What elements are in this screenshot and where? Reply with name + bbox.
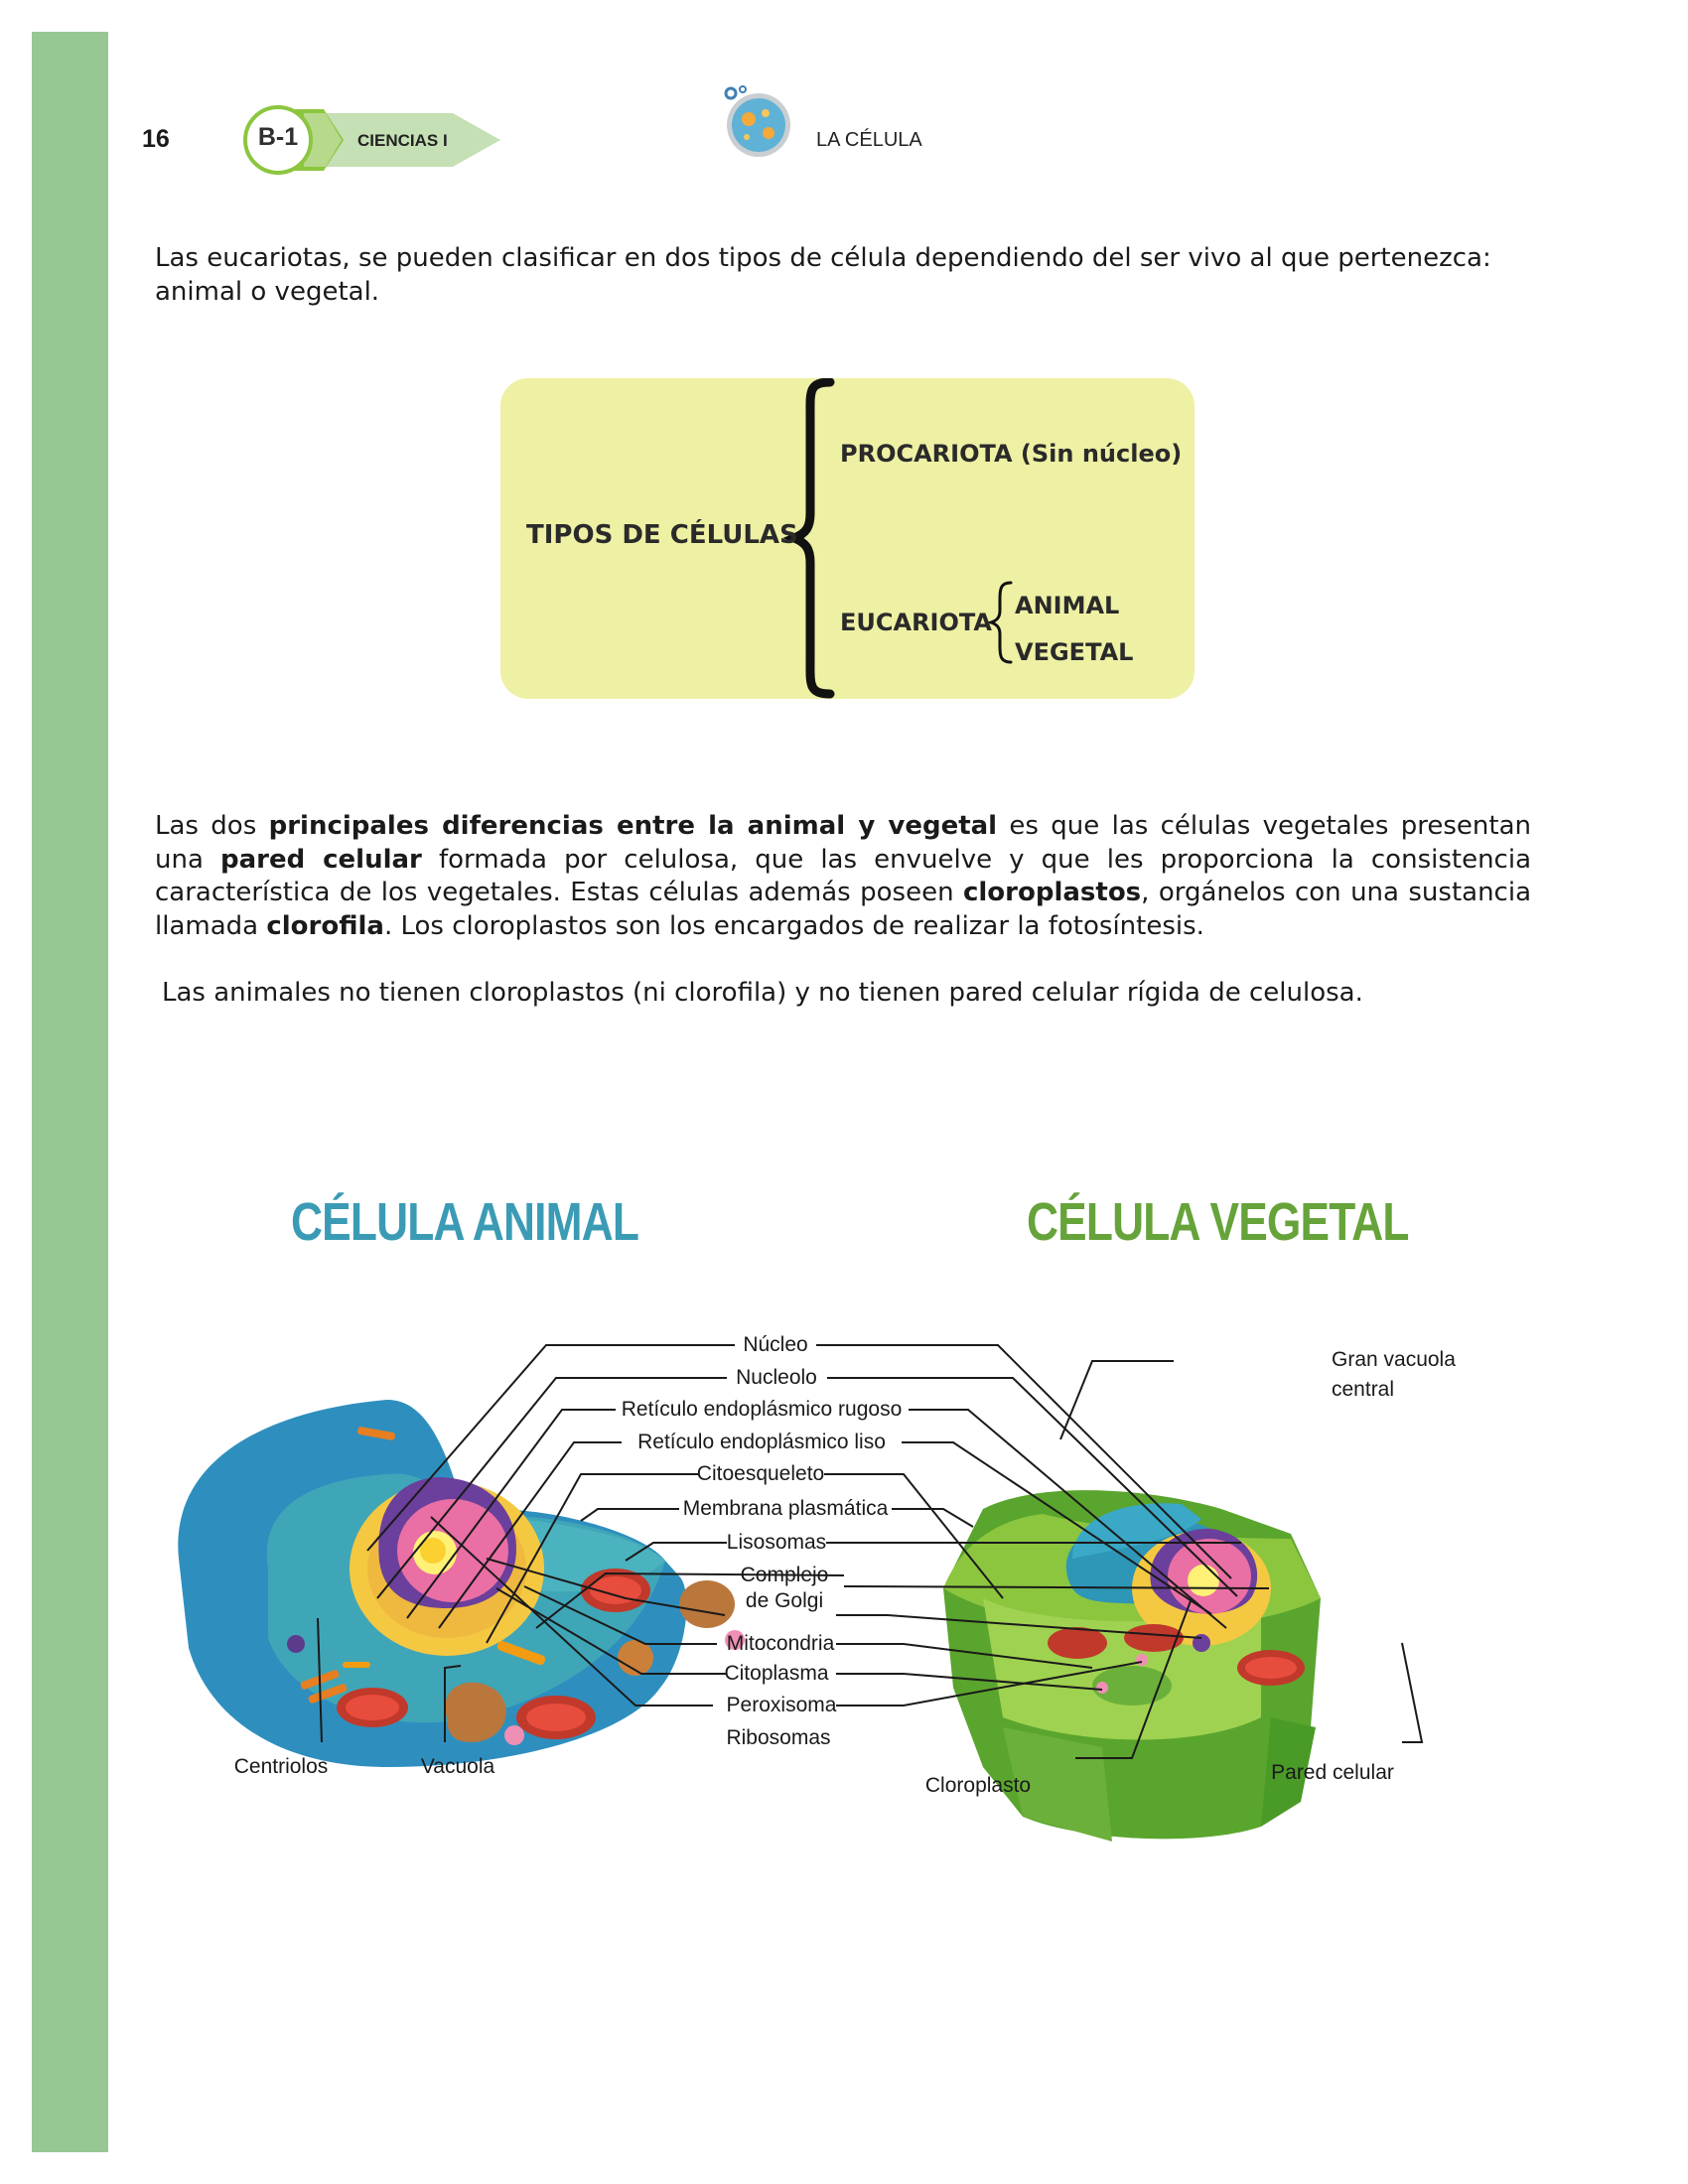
section-badge bbox=[232, 105, 508, 175]
label-peroxisoma: Peroxisoma bbox=[726, 1694, 837, 1716]
label-golgi-line1: Complejo bbox=[740, 1564, 829, 1586]
label-citoesqueleto: Citoesqueleto bbox=[696, 1462, 825, 1485]
label-reticulo-liso: Retículo endoplásmico liso bbox=[637, 1431, 886, 1453]
label-cloroplasto: Cloroplasto bbox=[924, 1774, 1032, 1797]
label-gran-vacuola-line1: Gran vacuola bbox=[1332, 1348, 1456, 1371]
badge-code: B-1 bbox=[257, 123, 299, 151]
label-nucleolo: Nucleolo bbox=[736, 1366, 817, 1389]
label-centriolos: Centriolos bbox=[233, 1755, 329, 1778]
label-pared-celular: Pared celular bbox=[1271, 1761, 1394, 1784]
animal-note: Las animales no tienen cloroplastos (ni clorofila) y no tienen pared celular rígida de celulosa. bbox=[162, 978, 1363, 1008]
procariota-label: PROCARIOTA (Sin núcleo) bbox=[840, 440, 1183, 468]
label-gran-vacuola-line2: central bbox=[1332, 1378, 1395, 1401]
label-mitocondria: Mitocondria bbox=[726, 1632, 835, 1655]
label-ribosomas: Ribosomas bbox=[726, 1726, 831, 1749]
cell-comparison-diagram bbox=[149, 1300, 1519, 1926]
label-citoplasma: Citoplasma bbox=[724, 1662, 829, 1685]
label-golgi-line2: de Golgi bbox=[745, 1589, 824, 1612]
label-reticulo-rugoso: Retículo endoplásmico rugoso bbox=[621, 1398, 903, 1421]
cell-types-root: TIPOS DE CÉLULAS bbox=[526, 520, 798, 550]
vegetal-label: VEGETAL bbox=[1015, 638, 1134, 666]
subject-label: CIENCIAS I bbox=[357, 131, 448, 150]
plant-cell-title: CÉLULA VEGETAL bbox=[1027, 1192, 1409, 1252]
label-vacuola: Vacuola bbox=[420, 1755, 495, 1778]
topic-title: LA CÉLULA bbox=[816, 129, 922, 151]
animal-label: ANIMAL bbox=[1015, 592, 1120, 619]
animal-cell-title: CÉLULA ANIMAL bbox=[291, 1192, 639, 1252]
page-number: 16 bbox=[142, 125, 170, 153]
label-membrana-plasmatica: Membrana plasmática bbox=[682, 1497, 889, 1520]
label-nucleo: Núcleo bbox=[743, 1333, 808, 1356]
left-margin-bar bbox=[32, 32, 108, 2152]
label-lisosomas: Lisosomas bbox=[726, 1531, 827, 1554]
differences-paragraph: Las dos principales diferencias entre la animal y vegetal es que las células vegetales presentan una pared celular formada por celulosa, que las envuelve y que les proporciona la consistencia característica de los vegetales. Estas células además poseen cloroplastos, orgánelos con una sustancia llamada clorofila. Los cloroplastos son los encargados de realizar la fotosíntesis. bbox=[155, 811, 1532, 941]
cell-types-diagram bbox=[500, 378, 1195, 699]
intro-paragraph: Las eucariotas, se pueden clasificar en dos tipos de célula dependiendo del ser vivo al que pertenezca: animal o vegetal. bbox=[155, 243, 1491, 307]
eucariota-label: EUCARIOTA bbox=[840, 609, 992, 636]
cell-microscope-icon bbox=[719, 83, 794, 159]
